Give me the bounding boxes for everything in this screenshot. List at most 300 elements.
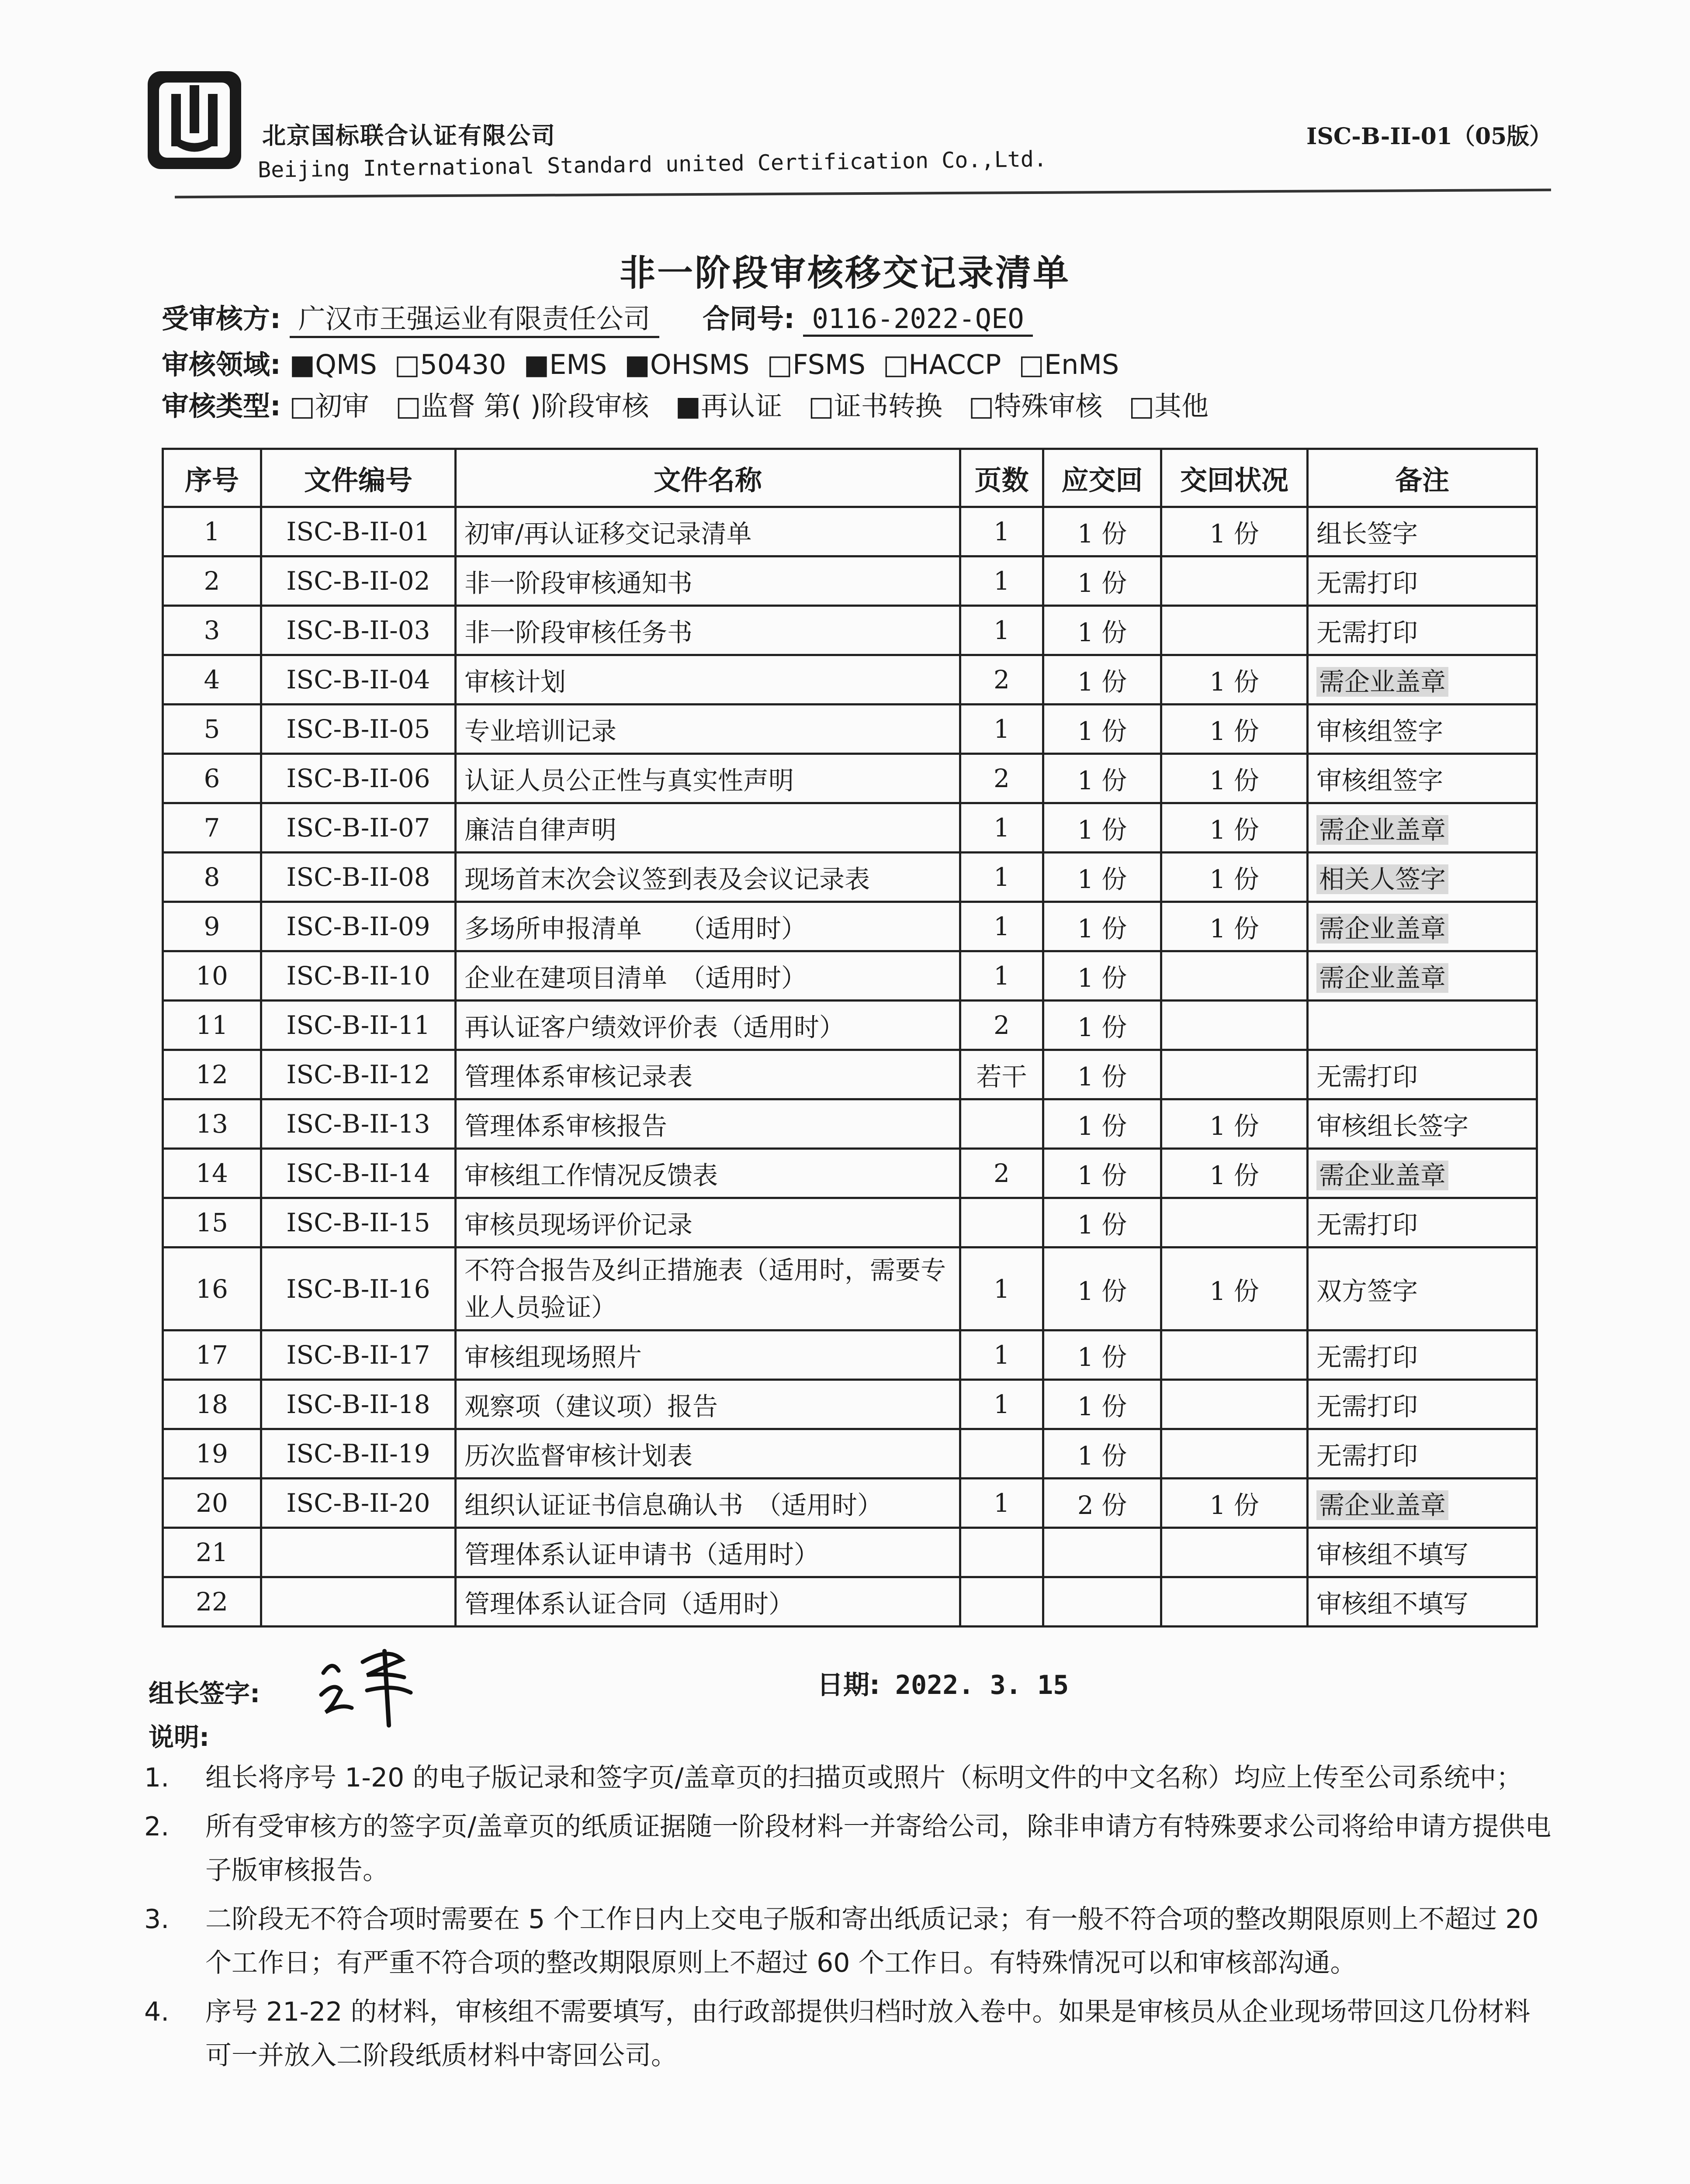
checked-box-icon: ■ (523, 349, 550, 380)
domain-option-fsms (767, 349, 865, 380)
cell-pages-text: 1 (994, 615, 1010, 645)
table-row (163, 507, 1537, 556)
cell-code (261, 1149, 456, 1198)
cell-no-text: 14 (196, 1158, 228, 1188)
cell-status (1161, 754, 1308, 803)
cell-note (1308, 754, 1537, 803)
cell-pages (960, 1001, 1043, 1050)
cell-note (1308, 1429, 1537, 1479)
cell-no (163, 1050, 261, 1099)
cell-status (1161, 1528, 1308, 1577)
cell-note-text: 需企业盖章 (1316, 1161, 1448, 1190)
cell-code-text: ISC-B-II-12 (286, 1060, 430, 1089)
checked-box-icon: ■ (624, 349, 650, 380)
cell-pages (960, 1479, 1043, 1528)
cell-note-text: 审核组不填写 (1316, 1540, 1469, 1569)
cell-status-text: 1 份 (1209, 519, 1259, 549)
cell-name (456, 1050, 960, 1099)
date-label: 日期: (817, 1670, 880, 1700)
page-title: 非一阶段审核移交记录清单 (619, 252, 1070, 294)
table-row (163, 1528, 1537, 1577)
table-row (163, 1149, 1537, 1198)
cell-name (456, 1577, 960, 1627)
cell-due-text: 1 份 (1077, 914, 1127, 943)
cell-due-text: 1 份 (1077, 618, 1127, 647)
cell-name-text: 不符合报告及纠正措施表（适用时，需要专业人员验证） (464, 1255, 946, 1322)
cell-note (1308, 1198, 1537, 1248)
domain-option-label: EMS (549, 349, 607, 380)
cell-name (456, 1479, 960, 1528)
cell-no-text: 18 (196, 1389, 228, 1419)
transfer-record-table (162, 448, 1538, 1628)
cell-status (1161, 1577, 1308, 1627)
cell-name (456, 655, 960, 705)
cell-status (1161, 1248, 1308, 1330)
cell-note-text: 审核组签字 (1316, 716, 1444, 746)
cell-pages (960, 655, 1043, 705)
cell-pages-text: 1 (994, 1274, 1010, 1304)
unchecked-box-icon: □ (767, 349, 793, 380)
cell-name (456, 1099, 960, 1149)
cell-note (1308, 507, 1537, 556)
cell-due (1043, 1479, 1161, 1528)
cell-code (261, 902, 456, 951)
domain-option-qms (290, 349, 377, 380)
table-row (163, 754, 1537, 803)
cell-name (456, 1380, 960, 1429)
cell-name (456, 754, 960, 803)
note-item (144, 1990, 1555, 2077)
header-divider (175, 189, 1551, 198)
note-number: 3. (144, 1904, 170, 1935)
header-pages: 页数 (960, 449, 1043, 507)
cell-code-text: ISC-B-II-09 (286, 912, 430, 941)
cell-no (163, 803, 261, 853)
cell-no-text: 20 (196, 1488, 228, 1518)
cell-no-text: 6 (204, 764, 220, 793)
cell-pages (960, 606, 1043, 655)
domain-option-label: HACCP (908, 349, 1001, 380)
cell-name (456, 951, 960, 1001)
cell-due-text: 1 份 (1077, 716, 1127, 746)
audit-type-option (1129, 390, 1209, 422)
cell-due (1043, 606, 1161, 655)
cell-code (261, 1248, 456, 1330)
note-number: 1. (144, 1762, 170, 1793)
cell-due (1043, 1429, 1161, 1479)
cell-status-text: 1 份 (1209, 716, 1259, 746)
table-row (163, 902, 1537, 951)
note-text: 序号 21-22 的材料，审核组不需要填写，由行政部提供归档时放入卷中。如果是审核员从企业现场带回这几份材料可一并放入二阶段纸质材料中寄回公司。 (205, 1997, 1531, 2071)
cell-due-text: 1 份 (1077, 1342, 1127, 1372)
cell-no (163, 606, 261, 655)
domain-option-label: FSMS (793, 349, 866, 380)
cell-due (1043, 1198, 1161, 1248)
cell-no-text: 11 (196, 1010, 228, 1040)
domain-option-enms (1018, 349, 1119, 380)
cell-pages (960, 951, 1043, 1001)
cell-no (163, 951, 261, 1001)
company-name-cn: 北京国标联合认证有限公司 (262, 122, 556, 149)
cell-no-text: 13 (196, 1109, 228, 1139)
cell-name (456, 1149, 960, 1198)
cell-no-text: 21 (196, 1538, 228, 1567)
cell-status-text: 1 份 (1209, 864, 1259, 894)
cell-code-text: ISC-B-II-18 (286, 1389, 430, 1419)
cell-status (1161, 1198, 1308, 1248)
audit-type-options (290, 390, 1235, 422)
header-name: 文件名称 (456, 449, 960, 507)
cell-name-text: 组织认证证书信息确认书 （适用时） (464, 1490, 883, 1520)
leader-sign-label: 组长签字: (149, 1679, 260, 1708)
cell-pages (960, 1198, 1043, 1248)
cell-no (163, 1149, 261, 1198)
note-text: 所有受审核方的签字页/盖章页的纸质证据随一阶段材料一并寄给公司，除非申请方有特殊要求公司将给申请方提供电子版审核报告。 (205, 1811, 1551, 1886)
audit-domain-options (290, 349, 1137, 380)
cell-due (1043, 705, 1161, 754)
cell-code (261, 606, 456, 655)
unchecked-box-icon: □ (1129, 390, 1154, 422)
cell-due-text: 1 份 (1077, 864, 1127, 894)
contract-value: 0116-2022-QEO (803, 303, 1032, 337)
cell-pages-text: 1 (994, 714, 1010, 744)
cell-no (163, 655, 261, 705)
cell-note (1308, 803, 1537, 853)
cell-code (261, 507, 456, 556)
cell-due (1043, 1050, 1161, 1099)
cell-status (1161, 853, 1308, 902)
unchecked-box-icon: □ (395, 390, 421, 422)
cell-note-text: 无需打印 (1316, 618, 1418, 647)
cell-status-text: 1 份 (1209, 914, 1259, 943)
cell-due-text: 1 份 (1077, 815, 1127, 845)
cell-status (1161, 1001, 1308, 1050)
cell-no (163, 1577, 261, 1627)
unchecked-box-icon: □ (808, 390, 834, 422)
cell-status-text: 1 份 (1209, 766, 1259, 795)
cell-code (261, 754, 456, 803)
cell-status (1161, 1099, 1308, 1149)
cell-name-text: 管理体系审核记录表 (464, 1062, 693, 1092)
audit-type-option (290, 390, 370, 422)
table-row (163, 655, 1537, 705)
cell-note (1308, 1001, 1537, 1050)
cell-note-text: 需企业盖章 (1316, 667, 1448, 697)
cell-due-text: 1 份 (1077, 1062, 1127, 1092)
audit-type-option-label: 监督 第( )阶段审核 (421, 390, 649, 422)
cell-no-text: 9 (204, 912, 220, 941)
domain-option-label: QMS (315, 349, 377, 380)
cell-code (261, 1099, 456, 1149)
cell-due (1043, 556, 1161, 606)
audit-type-option-label: 再认证 (701, 390, 783, 422)
cell-note-text: 需企业盖章 (1316, 1490, 1448, 1520)
cell-due (1043, 1099, 1161, 1149)
cell-pages (960, 1248, 1043, 1330)
cell-note (1308, 1149, 1537, 1198)
cell-name (456, 507, 960, 556)
cell-code-text: ISC-B-II-02 (286, 566, 430, 596)
cell-due-text: 1 份 (1077, 1161, 1127, 1190)
cell-no-text: 4 (204, 665, 220, 695)
cell-code-text: ISC-B-II-07 (286, 813, 430, 843)
cell-no (163, 1528, 261, 1577)
cell-code-text: ISC-B-II-01 (286, 517, 430, 546)
note-text: 二阶段无不符合项时需要在 5 个工作日内上交电子版和寄出纸质记录；有一般不符合项的整改期限原则上不超过 20 个工作日；有严重不符合项的整改期限原则上不超过 60 个工作日。有特殊情况可以和审核部沟通。 (205, 1904, 1539, 1978)
cell-no-text: 5 (204, 714, 220, 744)
cell-due-text: 1 份 (1077, 519, 1127, 549)
cell-no (163, 1479, 261, 1528)
cell-pages-text: 1 (994, 912, 1010, 941)
table-header-row (163, 449, 1537, 507)
audit-type-label: 审核类型: (162, 390, 281, 422)
cell-status (1161, 507, 1308, 556)
cell-note-text: 需企业盖章 (1316, 815, 1448, 845)
cell-code-text: ISC-B-II-20 (286, 1488, 430, 1518)
cell-pages (960, 902, 1043, 951)
cell-due (1043, 853, 1161, 902)
cell-code (261, 951, 456, 1001)
cell-name (456, 1248, 960, 1330)
cell-name-text: 审核员现场评价记录 (464, 1210, 693, 1240)
auditee-label: 受审核方: (162, 303, 281, 335)
document-code: ISC-B-II-01（05版） (1306, 123, 1552, 150)
cell-code-text: ISC-B-II-11 (286, 1010, 430, 1040)
cell-status (1161, 1479, 1308, 1528)
audit-type-option-label: 证书转换 (834, 390, 942, 422)
cell-status-text: 1 份 (1209, 1161, 1259, 1190)
cell-due-text: 1 份 (1077, 766, 1127, 795)
cell-name-text: 非一阶段审核通知书 (464, 568, 693, 598)
cell-no-text: 15 (196, 1208, 228, 1237)
table-row (163, 1330, 1537, 1380)
auditee-value: 广汉市王强运业有限责任公司 (290, 297, 659, 338)
cell-no-text: 16 (196, 1274, 228, 1304)
cell-name (456, 1001, 960, 1050)
cell-note (1308, 1528, 1537, 1577)
cell-due (1043, 655, 1161, 705)
cell-pages (960, 803, 1043, 853)
cell-code-text: ISC-B-II-04 (286, 665, 430, 695)
cell-code-text: ISC-B-II-13 (286, 1109, 430, 1139)
cell-code (261, 1001, 456, 1050)
cell-code (261, 655, 456, 705)
cell-name-text: 管理体系审核报告 (464, 1111, 668, 1141)
cell-name-text: 审核组现场照片 (464, 1342, 642, 1372)
cell-no-text: 2 (204, 566, 220, 596)
audit-domain-row (162, 343, 1136, 382)
cell-due (1043, 902, 1161, 951)
cell-no (163, 853, 261, 902)
cell-name-text: 多场所申报清单 （适用时） (464, 914, 807, 943)
cell-due (1043, 1577, 1161, 1627)
cell-no (163, 1198, 261, 1248)
cell-status-text: 1 份 (1209, 1490, 1259, 1520)
note-number: 2. (144, 1811, 170, 1842)
audit-type-option-label: 初审 (315, 390, 370, 422)
cell-note-text: 无需打印 (1316, 1062, 1418, 1092)
cell-due-text: 1 份 (1077, 1441, 1127, 1471)
cell-name-text: 再认证客户绩效评价表（适用时） (464, 1013, 845, 1042)
cell-code (261, 1429, 456, 1479)
audit-type-option (675, 390, 783, 422)
audit-type-option (969, 390, 1103, 422)
unchecked-box-icon: □ (968, 390, 994, 422)
table-row (163, 1198, 1537, 1248)
company-name-en: Beijing International Standard united Certification Co.,Ltd. (257, 146, 1047, 183)
cell-note-text: 无需打印 (1316, 1392, 1418, 1421)
cell-code-text: ISC-B-II-05 (286, 714, 430, 744)
cell-no (163, 902, 261, 951)
cell-code-text: ISC-B-II-03 (286, 615, 430, 645)
cell-no (163, 1429, 261, 1479)
domain-option-ohsms (624, 349, 749, 380)
isc-logo-icon (144, 68, 245, 173)
cell-no (163, 507, 261, 556)
cell-note-text: 审核组不填写 (1316, 1589, 1469, 1619)
cell-pages (960, 1330, 1043, 1380)
cell-code-text: ISC-B-II-19 (286, 1439, 430, 1469)
cell-code (261, 1050, 456, 1099)
cell-due-text: 1 份 (1077, 1276, 1127, 1306)
header-due: 应交回 (1043, 449, 1161, 507)
cell-code (261, 1198, 456, 1248)
cell-pages (960, 1380, 1043, 1429)
cell-name-text: 专业培训记录 (464, 716, 617, 746)
cell-code (261, 1330, 456, 1380)
cell-pages-text: 2 (994, 1158, 1010, 1188)
cell-due-text: 2 份 (1077, 1490, 1127, 1520)
cell-no (163, 705, 261, 754)
cell-pages-text: 1 (994, 862, 1010, 892)
cell-due-text: 1 份 (1077, 1013, 1127, 1042)
cell-code (261, 803, 456, 853)
cell-no (163, 1380, 261, 1429)
cell-due-text: 1 份 (1077, 1392, 1127, 1421)
cell-note (1308, 655, 1537, 705)
cell-status-text: 1 份 (1209, 815, 1259, 845)
cell-pages (960, 1429, 1043, 1479)
cell-pages-text: 1 (994, 813, 1010, 843)
cell-note (1308, 1380, 1537, 1429)
domain-option-50430 (395, 349, 506, 380)
cell-name-text: 非一阶段审核任务书 (464, 618, 693, 647)
cell-code (261, 1479, 456, 1528)
cell-note (1308, 1330, 1537, 1380)
cell-status-text: 1 份 (1209, 1276, 1259, 1306)
cell-code (261, 705, 456, 754)
unchecked-box-icon: □ (1018, 349, 1044, 380)
cell-note (1308, 1099, 1537, 1149)
cell-code-text: ISC-B-II-17 (286, 1340, 430, 1370)
date-field (817, 1664, 1069, 1702)
cell-pages-text: 2 (994, 764, 1010, 793)
cell-pages (960, 556, 1043, 606)
cell-status (1161, 705, 1308, 754)
cell-pages-text: 2 (994, 1010, 1010, 1040)
cell-pages-text: 2 (994, 665, 1010, 695)
cell-name-text: 廉洁自律声明 (464, 815, 617, 845)
cell-note (1308, 1479, 1537, 1528)
cell-pages-text: 1 (994, 1488, 1010, 1518)
cell-no (163, 754, 261, 803)
cell-note-text: 无需打印 (1316, 1210, 1418, 1240)
cell-name (456, 705, 960, 754)
cell-code-text: ISC-B-II-15 (286, 1208, 430, 1237)
header-note: 备注 (1308, 449, 1537, 507)
note-text: 组长将序号 1-20 的电子版记录和签字页/盖章页的扫描页或照片（标明文件的中文名称）均应上传至公司系统中； (205, 1762, 1523, 1793)
cell-name-text: 审核组工作情况反馈表 (464, 1161, 718, 1190)
audit-type-option-label: 特殊审核 (994, 390, 1103, 422)
cell-name (456, 1198, 960, 1248)
cell-status-text: 1 份 (1209, 1111, 1259, 1141)
date-value: 2022. 3. 15 (895, 1670, 1069, 1700)
cell-name (456, 556, 960, 606)
cell-name (456, 1330, 960, 1380)
domain-option-label: EnMS (1044, 349, 1119, 380)
cell-code (261, 853, 456, 902)
cell-name (456, 1528, 960, 1577)
cell-note-text: 审核组签字 (1316, 766, 1444, 795)
cell-due (1043, 1380, 1161, 1429)
domain-option-label: 50430 (420, 349, 506, 380)
cell-pages-text: 1 (994, 1389, 1010, 1419)
cell-pages (960, 754, 1043, 803)
note-item (144, 1805, 1555, 1892)
cell-status (1161, 556, 1308, 606)
header-code: 文件编号 (261, 449, 456, 507)
cell-code-text: ISC-B-II-06 (286, 764, 430, 793)
cell-name-text: 管理体系认证申请书（适用时） (464, 1540, 820, 1569)
cell-note (1308, 1577, 1537, 1627)
cell-name-text: 审核计划 (464, 667, 566, 697)
cell-name-text: 管理体系认证合同（适用时） (464, 1589, 794, 1619)
cell-due-text: 1 份 (1077, 667, 1127, 697)
cell-status (1161, 1149, 1308, 1198)
table-row (163, 1050, 1537, 1099)
unchecked-box-icon: □ (883, 349, 909, 380)
cell-name-text: 现场首末次会议签到表及会议记录表 (464, 864, 870, 894)
handwritten-signature (315, 1642, 428, 1730)
cell-note (1308, 902, 1537, 951)
table-row (163, 1577, 1537, 1627)
cell-status (1161, 655, 1308, 705)
cell-status-text: 1 份 (1209, 667, 1259, 697)
table-row (163, 705, 1537, 754)
table-row (163, 1099, 1537, 1149)
cell-note (1308, 1050, 1537, 1099)
cell-pages (960, 1099, 1043, 1149)
table-row (163, 1429, 1537, 1479)
cell-note-text: 双方签字 (1316, 1276, 1418, 1306)
cell-due (1043, 1330, 1161, 1380)
cell-due (1043, 951, 1161, 1001)
cell-due (1043, 1149, 1161, 1198)
cell-note-text: 组长签字 (1316, 519, 1418, 549)
audit-type-option-label: 其他 (1154, 390, 1209, 422)
cell-no (163, 1001, 261, 1050)
cell-pages (960, 1149, 1043, 1198)
cell-code-text: ISC-B-II-10 (286, 961, 430, 991)
cell-no-text: 3 (204, 615, 220, 645)
cell-status (1161, 1330, 1308, 1380)
cell-status (1161, 951, 1308, 1001)
table-row (163, 1001, 1537, 1050)
cell-no-text: 7 (204, 813, 220, 843)
cell-no-text: 12 (196, 1060, 228, 1089)
cell-name (456, 803, 960, 853)
cell-due (1043, 1001, 1161, 1050)
